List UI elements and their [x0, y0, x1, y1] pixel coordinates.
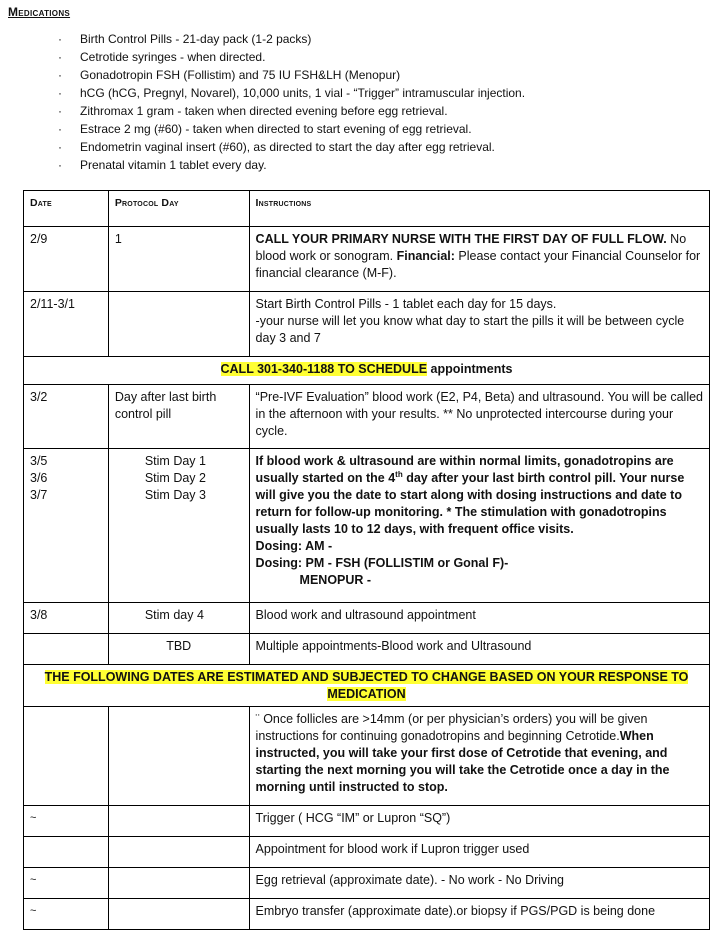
- table-row: [24, 292, 710, 357]
- protocol-day-cell: [108, 292, 249, 357]
- date-cell: 2/11-3/1: [24, 292, 109, 357]
- protocol-day-cell: [108, 837, 249, 868]
- bullet-icon: ·: [58, 68, 62, 82]
- financial-label: Financial:: [396, 249, 455, 263]
- medications-list: [58, 30, 525, 174]
- bullet-icon: ·: [58, 158, 62, 172]
- medication-item: · hCG (hCG, Pregnyl, Novarel), 10,000 units, 1 vial - “Trigger” intramuscular injection.: [58, 86, 526, 100]
- medication-item: · Zithromax 1 gram - taken when directed evening before egg retrieval.: [58, 104, 448, 118]
- dosing-pm: Dosing: PM - FSH (FOLLISTIM or Gonal F)-: [255, 556, 509, 570]
- table-row: [24, 385, 710, 449]
- estimate-banner-row: [24, 665, 710, 707]
- date-cell: 3/8: [24, 603, 109, 634]
- protocol-day-cell: [108, 707, 249, 806]
- protocol-table: [23, 190, 710, 930]
- protocol-day-cell: Day after last birth control pill: [108, 385, 249, 449]
- table-row: [24, 603, 710, 634]
- header-instructions: Instructions: [249, 191, 709, 227]
- table-row: [24, 806, 710, 837]
- date-cell: ~: [24, 899, 109, 930]
- table-row: [24, 899, 710, 930]
- protocol-day-cell: Stim day 4: [108, 603, 249, 634]
- date-cell: ~: [24, 806, 109, 837]
- protocol-day-cell: TBD: [108, 634, 249, 665]
- instructions-cell: Appointment for blood work if Lupron trigger used: [249, 837, 709, 868]
- date-cell: 3/5 3/6 3/7: [24, 449, 109, 603]
- date-cell: ~: [24, 868, 109, 899]
- table-row: [24, 227, 710, 292]
- bullet-icon: ·: [58, 50, 62, 64]
- date-cell: [24, 707, 109, 806]
- instructions-cell: Egg retrieval (approximate date). - No work - No Driving: [249, 868, 709, 899]
- call-banner-row: [24, 357, 710, 385]
- bullet-mark-icon: ¨: [255, 712, 260, 726]
- instructions-cell: CALL YOUR PRIMARY NURSE WITH THE FIRST DAY OF FULL FLOW. No blood work or sonogram. Financial: Please contact your Financial Counselor for financial clearance (M-F).: [249, 227, 709, 292]
- estimate-highlight: THE FOLLOWING DATES ARE ESTIMATED AND SUBJECTED TO CHANGE BASED ON YOUR RESPONSE TO MEDICATION: [44, 670, 689, 701]
- protocol-day-cell: 1: [108, 227, 249, 292]
- phone-highlight: CALL 301-340-1188 TO SCHEDULE: [220, 362, 428, 376]
- medication-item: · Gonadotropin FSH (Follistim) and 75 IU FSH&LH (Menopur): [58, 68, 401, 82]
- table-row: [24, 868, 710, 899]
- instructions-cell: Start Birth Control Pills - 1 tablet each day for 15 days. -your nurse will let you know what day to start the pills it will be between cycle day 3 and 7: [249, 292, 709, 357]
- call-banner: CALL 301-340-1188 TO SCHEDULE appointments: [24, 357, 710, 385]
- table-row: [24, 837, 710, 868]
- date-cell: [24, 634, 109, 665]
- instructions-cell: Multiple appointments-Blood work and Ultrasound: [249, 634, 709, 665]
- medication-item: · Endometrin vaginal insert (#60), as directed to start the day after egg retrieval.: [58, 140, 495, 154]
- date-cell: 3/2: [24, 385, 109, 449]
- protocol-day-cell: [108, 899, 249, 930]
- date-cell: [24, 837, 109, 868]
- table-row: [24, 449, 710, 603]
- instructions-cell: Blood work and ultrasound appointment: [249, 603, 709, 634]
- dosing-am: Dosing: AM -: [255, 539, 333, 553]
- bullet-icon: ·: [58, 32, 62, 46]
- table-row: [24, 707, 710, 806]
- table-header-row: [24, 191, 710, 227]
- instructions-cell: “Pre-IVF Evaluation” blood work (E2, P4, Beta) and ultrasound. You will be called in the afternoon with your results. ** No unprotected intercourse during your cycle.: [249, 385, 709, 449]
- header-protocol-day: Protocol Day: [108, 191, 249, 227]
- instructions-cell: Embryo transfer (approximate date).or biopsy if PGS/PGD is being done: [249, 899, 709, 930]
- instruction-emphasis: CALL YOUR PRIMARY NURSE WITH THE FIRST DAY OF FULL FLOW.: [255, 232, 667, 246]
- estimate-banner: [24, 665, 710, 707]
- protocol-day-cell: [108, 806, 249, 837]
- medication-item: · Estrace 2 mg (#60) - taken when directed to start evening of egg retrieval.: [58, 122, 472, 136]
- instructions-cell: Trigger ( HCG “IM” or Lupron “SQ”): [249, 806, 709, 837]
- menopur-dosing: MENOPUR -: [299, 573, 372, 587]
- instructions-cell: ¨ Once follicles are >14mm (or per physician’s orders) you will be given instructions for continuing gonadotropins and beginning Cetrotide.When instructed, you will take your first dose of Cetrotide that evening, and starting the next morning you will take the Cetrotide once a day in the morning until instructed to stop.: [249, 707, 709, 806]
- bullet-icon: ·: [58, 140, 62, 154]
- medication-item: · Birth Control Pills - 21-day pack (1-2 packs): [58, 32, 312, 46]
- medication-item: · Prenatal vitamin 1 tablet every day.: [58, 158, 267, 172]
- medication-item: · Cetrotide syringes - when directed.: [58, 50, 266, 64]
- protocol-day-cell: [108, 868, 249, 899]
- bullet-icon: ·: [58, 122, 62, 136]
- header-date: Date: [24, 191, 109, 227]
- bullet-icon: ·: [58, 86, 62, 100]
- protocol-day-cell: Stim Day 1 Stim Day 2 Stim Day 3: [108, 449, 249, 603]
- table-row: [24, 634, 710, 665]
- medications-heading: Medications: [8, 5, 71, 19]
- date-cell: 2/9: [24, 227, 109, 292]
- bullet-icon: ·: [58, 104, 62, 118]
- instructions-cell: If blood work & ultrasound are within normal limits, gonadotropins are usually started on the 4th day after your last birth control pill. Your nurse will give you the date to start along with dosing instructions and date to return for follow-up monitoring. * The stimulation with gonadotropins usually lasts 10 to 12 days, with frequent office visits. Dosing: AM - Dosing: PM - FSH (FOLLISTIM or Gonal F)- MENOPUR -: [249, 449, 709, 603]
